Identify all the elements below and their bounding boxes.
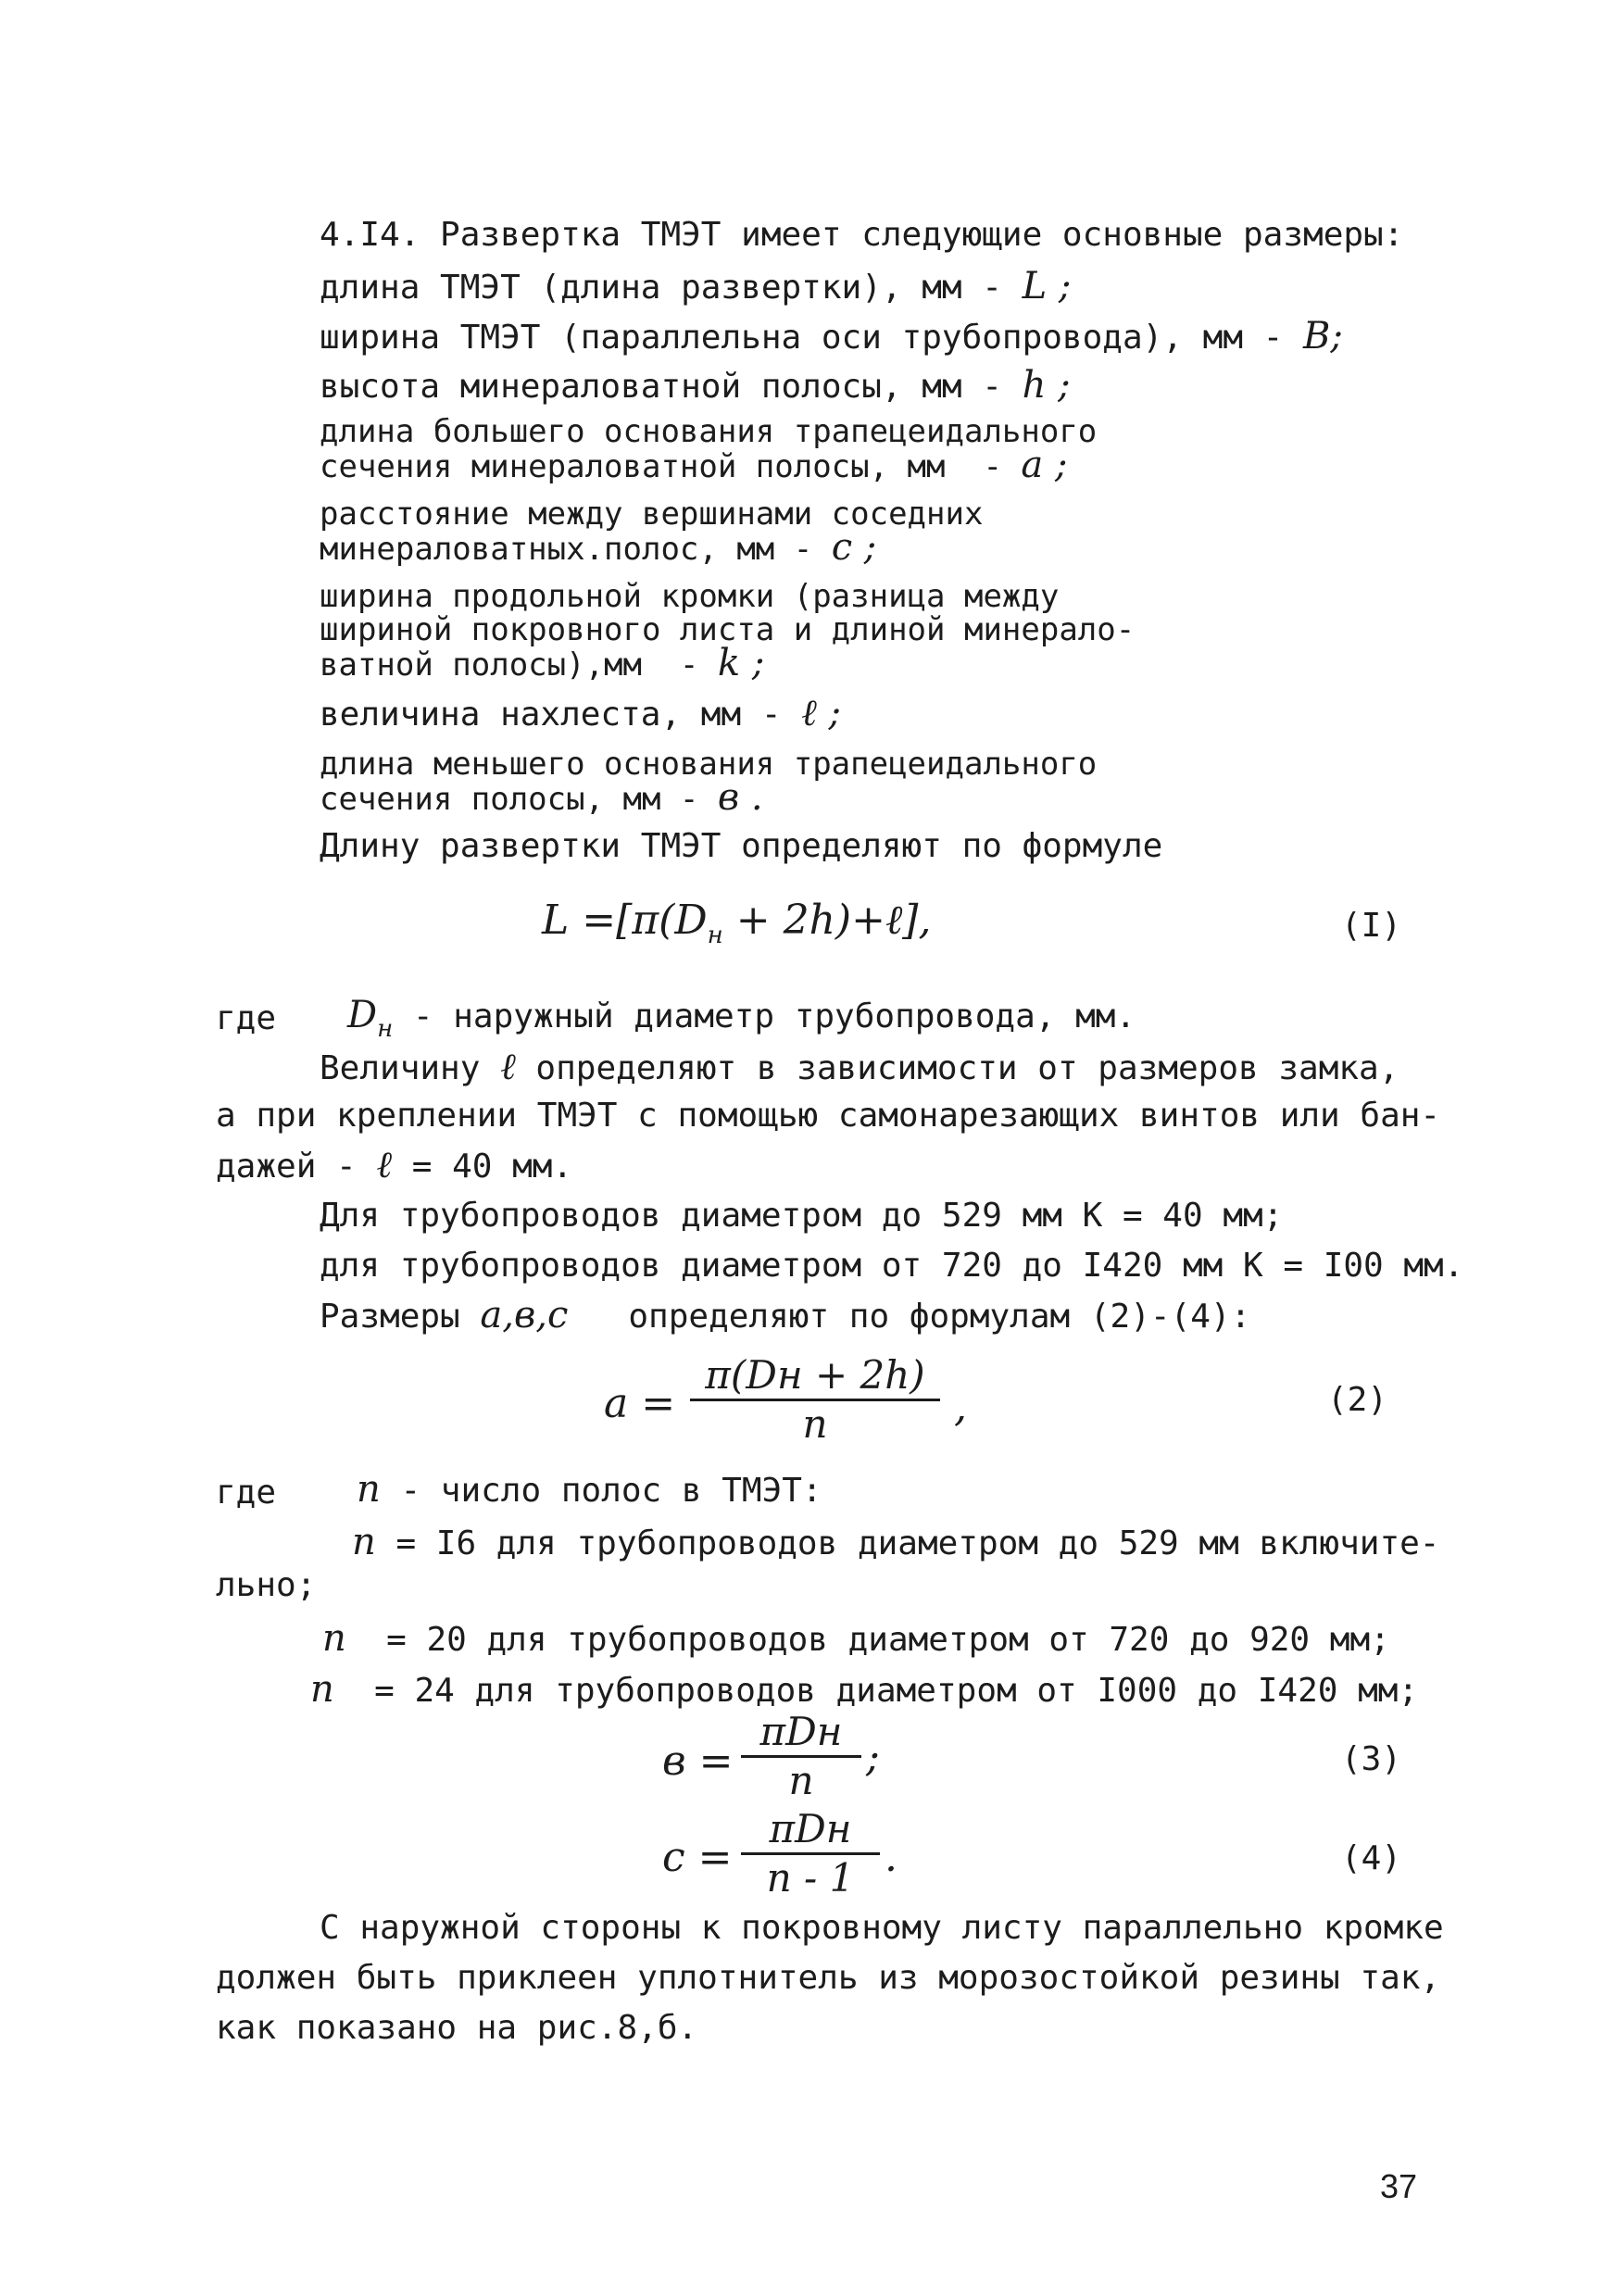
- item-text: длина ТМЭТ (длина развертки), мм -: [320, 269, 1023, 307]
- formula-intro: Длину развертки ТМЭТ определяют по формуле: [320, 827, 1163, 865]
- item-symbol: h ;: [1022, 364, 1071, 407]
- item-symbol: c ;: [831, 526, 877, 569]
- item-length: [320, 266, 1071, 308]
- equation-3-fraction: [741, 1709, 861, 1804]
- fraction-numerator: πDн: [759, 1709, 843, 1754]
- fraction-numerator: πDн: [769, 1806, 852, 1851]
- item-spacing-line2: [320, 526, 877, 569]
- paragraph-line: а при креплении ТМЭТ с помощью самонарезающих винтов или бан-: [216, 1097, 1441, 1135]
- paragraph-symbol: ℓ: [376, 1144, 393, 1186]
- n-symbol: n: [322, 1617, 346, 1660]
- item-large-base-line1: длина большего основания трапецеидального: [320, 413, 1098, 450]
- closing-line: должен быть приклеен уплотнитель из морозостойкой резины так,: [216, 1959, 1441, 1997]
- where-label: где: [216, 999, 277, 1037]
- item-symbol: ℓ ;: [801, 692, 842, 734]
- definition-text: - наружный диаметр трубопровода, мм.: [393, 997, 1136, 1035]
- n-text: = 24 для трубопроводов диаметром от I000 до I420 мм;: [333, 1672, 1419, 1710]
- item-symbol: L ;: [1022, 265, 1072, 307]
- item-text: сечения полосы, мм -: [320, 781, 718, 818]
- n-value-line: [352, 1522, 1439, 1564]
- item-text: величина нахлеста, мм -: [320, 696, 802, 734]
- item-edge-line2: шириной покровного листа и длиной минерало-: [320, 611, 1136, 648]
- where-label: где: [216, 1474, 277, 1512]
- equation-4-tail: .: [885, 1834, 897, 1881]
- pipe-rule-line: Для трубопроводов диаметром до 529 мм К = 40 мм;: [320, 1197, 1284, 1235]
- equation-1: [542, 897, 931, 949]
- paragraph-text: Размеры: [320, 1298, 481, 1336]
- item-small-base-line2: [320, 776, 763, 819]
- item-symbol: B;: [1303, 315, 1343, 358]
- item-symbol: в .: [717, 776, 763, 819]
- pipe-rule-line: для трубопроводов диаметром от 720 до I420 мм К = I00 мм.: [320, 1247, 1464, 1285]
- paragraph-line: [216, 1145, 572, 1187]
- n-value-line: [310, 1669, 1418, 1712]
- where-definition: [347, 995, 1136, 1049]
- n-text: = 20 для трубопроводов диаметром от 720 до 920 мм;: [345, 1621, 1390, 1659]
- n-symbol: n: [352, 1521, 376, 1563]
- equation-4-number: (4): [1341, 1839, 1402, 1877]
- fraction-denominator: n: [802, 1401, 828, 1447]
- paragraph-text: дажей -: [216, 1148, 377, 1186]
- equation-3-number: (3): [1341, 1740, 1402, 1778]
- closing-line: С наружной стороны к покровному листу параллельно кромке: [320, 1909, 1444, 1947]
- n-text: = I6 для трубопроводов диаметром до 529 мм включите-: [375, 1524, 1440, 1562]
- section-heading: 4.I4. Развертка ТМЭТ имеет следующие основные размеры:: [320, 216, 1404, 254]
- equation-part: + 2h)+ℓ],: [722, 897, 932, 944]
- n-value-line: [322, 1618, 1390, 1661]
- item-symbol: k ;: [717, 642, 765, 684]
- item-edge-line1: ширина продольной кромки (разница между: [320, 578, 1060, 615]
- paragraph-text: Величину: [320, 1049, 501, 1087]
- equation-2-number: (2): [1327, 1381, 1388, 1419]
- item-text: ширина ТМЭТ (параллельна оси трубопровода), мм -: [320, 319, 1304, 357]
- n-symbol: n: [310, 1668, 334, 1711]
- n-value-line-continuation: льно;: [216, 1566, 317, 1604]
- paragraph-symbol: ℓ: [500, 1046, 516, 1088]
- equation-3-lhs: в =: [662, 1738, 734, 1785]
- equation-subscript: н: [707, 922, 723, 949]
- fraction-denominator: n: [788, 1758, 814, 1803]
- item-spacing-line1: расстояние между вершинами соседних: [320, 496, 984, 533]
- paragraph-text: = 40 мм.: [392, 1148, 573, 1186]
- definition-subscript: н: [377, 1015, 394, 1043]
- item-text: минераловатных.полос, мм -: [320, 531, 832, 568]
- fraction-numerator: π(Dн + 2h): [705, 1352, 925, 1398]
- equation-4-lhs: c =: [662, 1834, 733, 1881]
- definition-symbol: D: [347, 994, 378, 1036]
- item-text: ватной полосы),мм -: [320, 646, 718, 684]
- equation-2-lhs: a =: [604, 1380, 676, 1427]
- item-symbol: a ;: [1021, 444, 1068, 486]
- item-text: сечения минераловатной полосы, мм -: [320, 448, 1022, 485]
- paragraph-text: определяют по формулам (2)-(4):: [568, 1298, 1251, 1336]
- equation-1-number: (I): [1341, 907, 1402, 945]
- equation-2-tail: ,: [954, 1384, 967, 1431]
- fraction-denominator: n - 1: [766, 1855, 855, 1901]
- page-number: 37: [1380, 2167, 1418, 2205]
- closing-line: как показано на рис.8,б.: [216, 2009, 698, 2047]
- equation-part: L =[π(D: [542, 897, 708, 944]
- item-overlap: [320, 693, 841, 735]
- item-text: высота минераловатной полосы, мм -: [320, 368, 1023, 406]
- item-width: [320, 316, 1343, 358]
- item-height: [320, 365, 1071, 408]
- item-small-base-line1: длина меньшего основания трапецеидального: [320, 746, 1098, 783]
- equation-3-tail: ;: [866, 1734, 880, 1781]
- paragraph-line: [320, 1047, 1399, 1089]
- definition-symbol: n: [357, 1468, 381, 1511]
- where-definition: [357, 1469, 822, 1512]
- item-edge-line3: [320, 642, 765, 684]
- equation-4-fraction: [741, 1806, 880, 1901]
- paragraph-text: определяют в зависимости от размеров замка,: [515, 1049, 1399, 1087]
- equation-2-fraction: [690, 1352, 940, 1448]
- paragraph-symbol: a,в,c: [480, 1294, 569, 1336]
- definition-text: - число полос в ТМЭТ:: [380, 1472, 822, 1510]
- pipe-rule-line: [320, 1295, 1250, 1337]
- item-large-base-line2: [320, 444, 1068, 486]
